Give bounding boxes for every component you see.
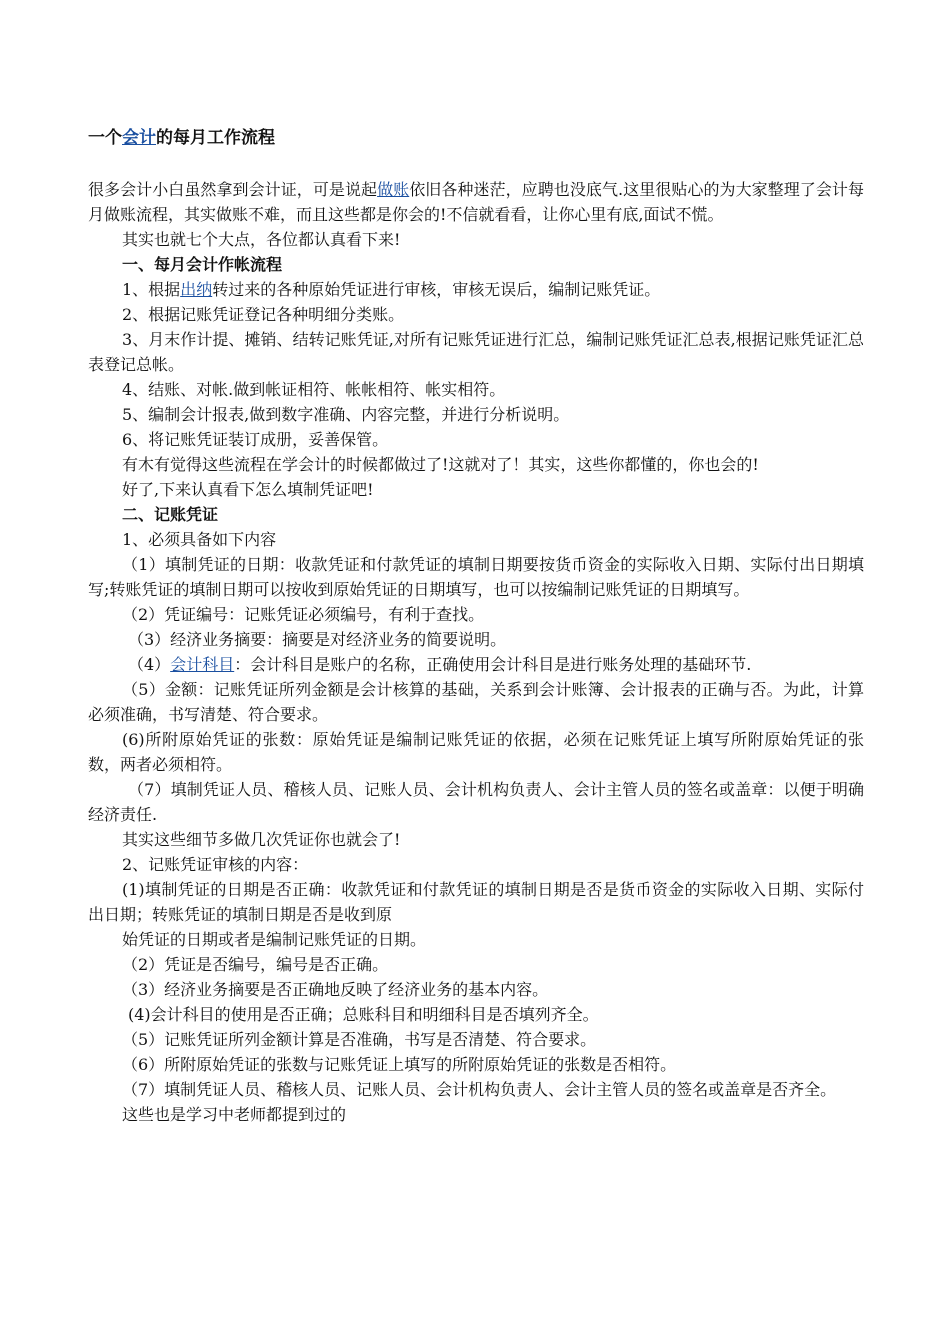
intro-paragraph: 很多会计小白虽然拿到会计证，可是说起做账依旧各种迷茫，应聘也没底气.这里很贴心的为大家整理了会计每月做账流程，其实做账不难，而且这些都是你会的!不信就看看，让你心里有底,面试不慌。 — [88, 180, 864, 224]
item-2-2-7: （7）填制凭证人员、稽核人员、记账人员、会计机构负责人、会计主管人员的签名或盖章是否齐全。 — [122, 1080, 837, 1099]
item-2-1-7: （7）填制凭证人员、稽核人员、记账人员、会计机构负责人、会计主管人员的签名或盖章：以便于明确经济责任. — [88, 780, 864, 824]
step-2-1: 1、必须具备如下内容 — [122, 530, 277, 549]
document-page — [88, 126, 864, 1127]
detail-paragraph: 其实这些细节多做几次凭证你也就会了! — [122, 830, 401, 849]
item-2-2-6: （6）所附原始凭证的张数与记账凭证上填写的所附原始凭证的张数是否相符。 — [122, 1055, 677, 1074]
step-1-6: 6、将记账凭证装订成册，妥善保管。 — [122, 430, 389, 449]
step-1-1: 1、根据出纳转过来的各种原始凭证进行审核，审核无误后，编制记账凭证。 — [122, 280, 661, 299]
step-2-2: 2、记账凭证审核的内容： — [122, 855, 309, 874]
document-title: 一个会计的每月工作流程 — [88, 128, 275, 148]
item-2-2-4: (4)会计科目的使用是否正确；总账科目和明细科目是否填列齐全。 — [128, 1005, 599, 1024]
step-1-3: 3、月末作计提、摊销、结转记账凭证,对所有记账凭证进行汇总，编制记账凭证汇总表,根据记账凭证汇总表登记总帐。 — [88, 330, 864, 374]
section-heading-1: 一、每月会计作帐流程 — [122, 255, 283, 274]
item-2-1-1: （1）填制凭证的日期：收款凭证和付款凭证的填制日期要按货币资金的实际收入日期、实际付出日期填写;转账凭证的填制日期可以按收到原始凭证的日期填写，也可以按编制记账凭证的日期填写。 — [88, 555, 864, 599]
step-1-5: 5、编制会计报表,做到数字准确、内容完整，并进行分析说明。 — [122, 405, 570, 424]
item-link-kuaiji-kemu[interactable]: 会计科目 — [170, 655, 235, 674]
section-heading-2: 二、记账凭证 — [122, 505, 219, 524]
item-2-2-5: （5）记账凭证所列金额计算是否准确，书写是否清楚、符合要求。 — [122, 1030, 597, 1049]
item-2-1-3: （3）经济业务摘要：摘要是对经济业务的简要说明。 — [128, 630, 507, 649]
item-2-2-2: （2）凭证是否编号，编号是否正确。 — [122, 955, 389, 974]
step-1-4: 4、结账、对帐.做到帐证相符、帐帐相符、帐实相符。 — [122, 380, 506, 399]
item-2-2-1: (1)填制凭证的日期是否正确：收款凭证和付款凭证的填制日期是否是货币资金的实际收入日期、实际付出日期；转账凭证的填制日期是否是收到原 — [88, 880, 864, 924]
intro-link-zuozhang[interactable]: 做账 — [377, 180, 410, 199]
item-2-2-1-continued: 始凭证的日期或者是编制记账凭证的日期。 — [122, 930, 427, 949]
item-2-1-2: （2）凭证编号：记账凭证必须编号，有利于查找。 — [122, 605, 485, 624]
transition-paragraph: 好了,下来认真看下怎么填制凭证吧! — [122, 480, 374, 499]
title-link-kuaiji[interactable]: 会计 — [122, 128, 156, 148]
remark-paragraph: 有木有觉得这些流程在学会计的时候都做过了!这就对了！其实，这些你都懂的，你也会的! — [122, 455, 759, 474]
item-2-1-4: （4）会计科目：会计科目是账户的名称，正确使用会计科目是进行账务处理的基础环节. — [128, 655, 752, 674]
step-1-2: 2、根据记账凭证登记各种明细分类账。 — [122, 305, 405, 324]
seven-points-paragraph: 其实也就七个大点，各位都认真看下来! — [122, 230, 401, 249]
closing-paragraph: 这些也是学习中老师都提到过的 — [122, 1105, 347, 1124]
item-2-2-3: （3）经济业务摘要是否正确地反映了经济业务的基本内容。 — [122, 980, 549, 999]
step-link-chuna[interactable]: 出纳 — [180, 280, 213, 299]
item-2-1-6: (6)所附原始凭证的张数：原始凭证是编制记账凭证的依据，必须在记账凭证上填写所附原始凭证的张数，两者必须相符。 — [88, 730, 864, 774]
item-2-1-5: （5）金额：记账凭证所列金额是会计核算的基础，关系到会计账簿、会计报表的正确与否。为此，计算必须准确，书写清楚、符合要求。 — [88, 680, 864, 724]
